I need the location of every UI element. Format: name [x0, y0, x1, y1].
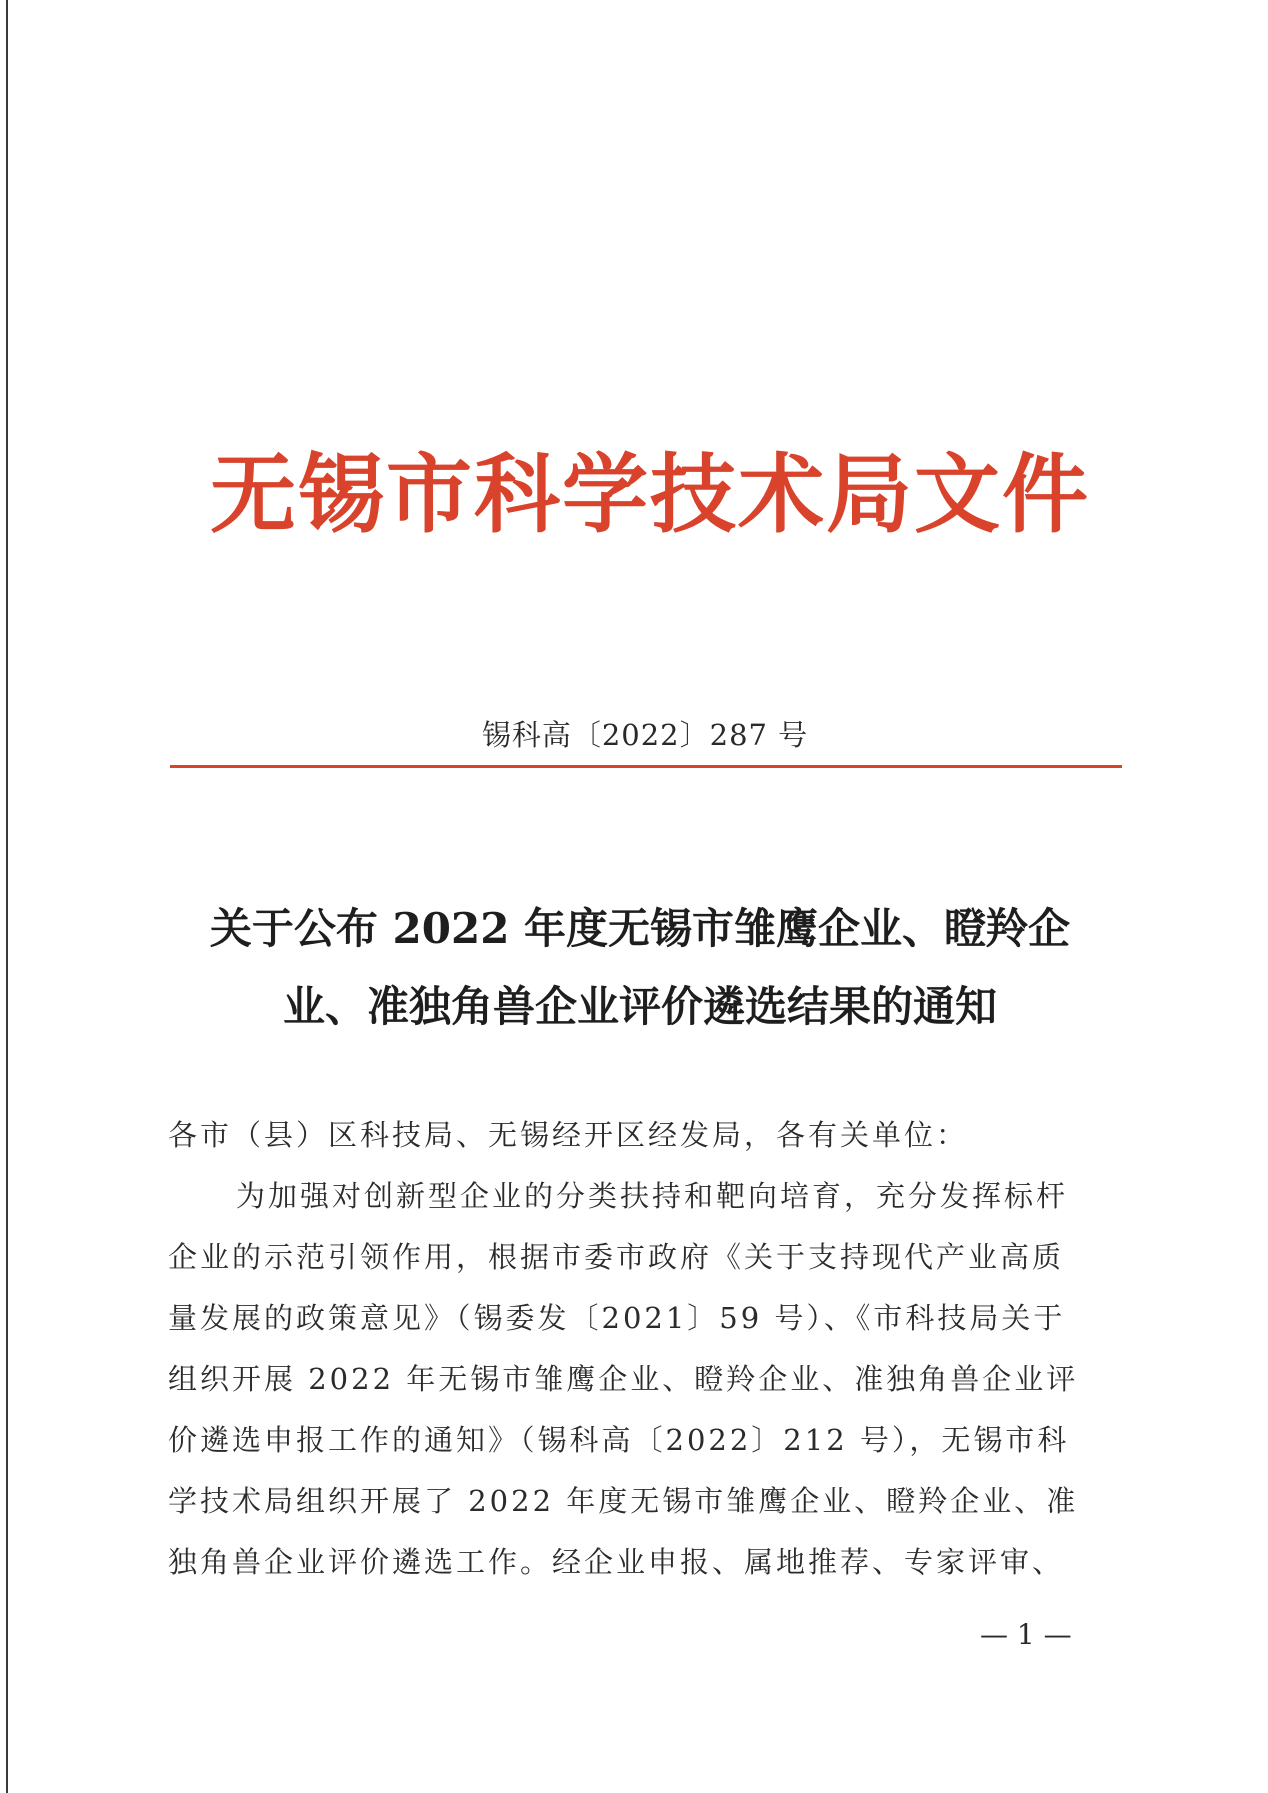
document-number: 锡科高〔2022〕287 号: [481, 718, 809, 752]
body-text: [168, 1105, 1128, 1593]
body-line: 量发展的政策意见》（锡委发〔2021〕59 号）、《市科技局关于: [168, 1301, 1066, 1335]
salutation-line: 各市（县）区科技局、无锡经开区经发局，各有关单位：: [168, 1118, 969, 1152]
body-line: 学技术局组织开展了 2022 年度无锡市雏鹰企业、瞪羚企业、准: [168, 1484, 1079, 1518]
document-subject: [160, 890, 1120, 1046]
subject-line-1: 关于公布 2022 年度无锡市雏鹰企业、瞪羚企: [209, 904, 1071, 953]
body-line: 价遴选申报工作的通知》（锡科高〔2022〕212 号），无锡市科: [168, 1423, 1070, 1457]
subject-line-2: 业、准独角兽企业评价遴选结果的通知: [282, 982, 997, 1031]
red-separator-line: [170, 765, 1122, 768]
body-line: 为加强对创新型企业的分类扶持和靶向培育，充分发挥标杆: [236, 1179, 1069, 1213]
body-line: 企业的示范引领作用，根据市委市政府《关于支持现代产业高质: [168, 1240, 1065, 1274]
body-line: 组织开展 2022 年无锡市雏鹰企业、瞪羚企业、准独角兽企业评: [168, 1362, 1079, 1396]
page-left-edge: [6, 0, 8, 1793]
page-number: — 1 —: [980, 1618, 1072, 1651]
document-header-title: 无锡市科学技术局文件: [210, 445, 1090, 545]
body-line: 独角兽企业评价遴选工作。经企业申报、属地推荐、专家评审、: [168, 1545, 1065, 1579]
